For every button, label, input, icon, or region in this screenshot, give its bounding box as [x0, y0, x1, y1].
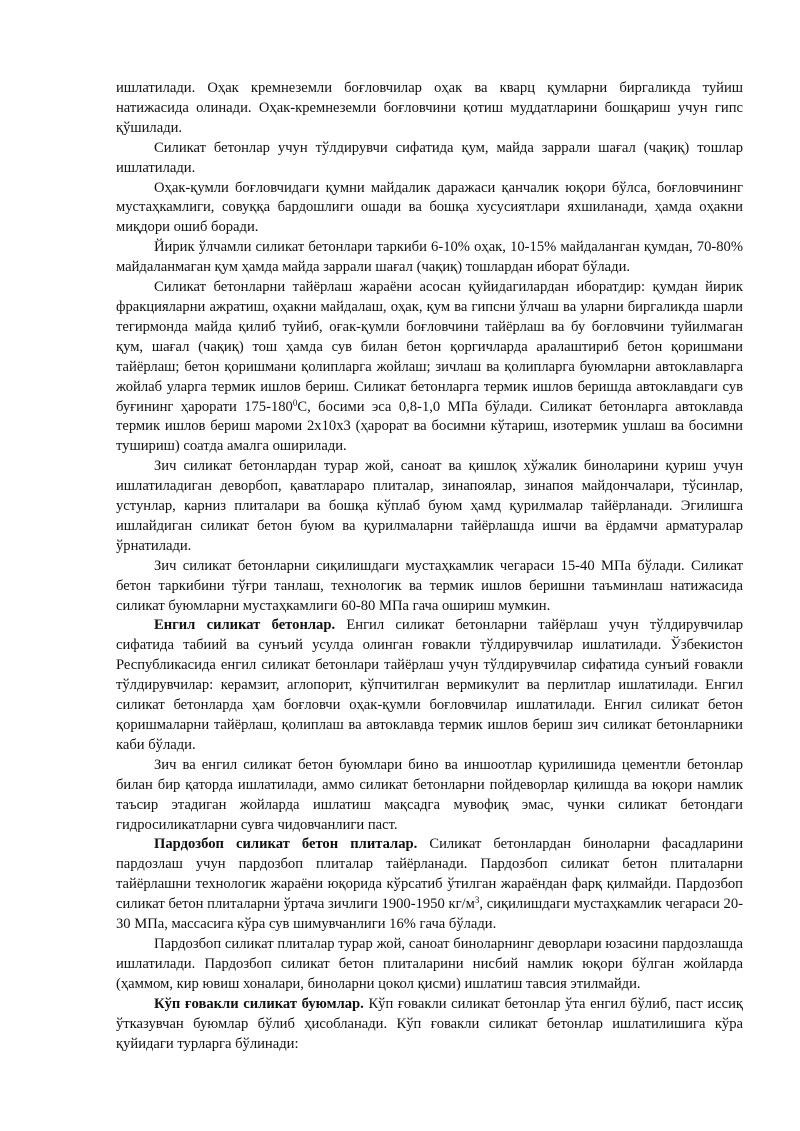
paragraph-text: Силикат бетонлардан биноларни фасадларини пардозлаш учун пардозбоп плиталар тайёрланади. Пардозбоп силикат бетон плиталарни тайёрлашни технологик жараёни юқорида кўрсатиб ўтилган жараёндан фарқ қилмайди. Пардозбоп силикат бетон плиталарни ўртача зичлиги 1900-1950 кг/м: [116, 836, 744, 913]
paragraph-p6: [116, 457, 743, 557]
paragraph-text: , сиқилишдаги мустаҳкамлик чегараси 20-30 МПа, массасига кўра сув шимувчанлиги 16% гача бўлади.: [116, 896, 743, 933]
paragraph-p8: [116, 616, 743, 755]
paragraph-text: Оҳак-қумли боғловчидаги қумни майдалик даражаси қанчалик юқори бўлса, боғловчининг мустаҳкамлиги, совуққа бардошлиги ошади ва бошқа хусусиятлари яхшиланади, ҳамда оҳакни миқдори ошиб боради.: [116, 179, 743, 236]
paragraph-p7: [116, 557, 743, 617]
paragraph-text: Силикат бетонларни тайёрлаш жараёни асосан қуйидагилардан иборатдир: қумдан йирик фракцияларни ажратиш, оҳакни майдалаш, оҳак, қум ва гипсни ўлчаш ва уларни биргаликда шарли тегирмонда майда қилиб туйиб, оғак-қумли боғловчини тайёрлаш ва бу боғловчини туйилмаган қум, шағал (чақиқ) тош ҳамда сув билан бетон қоргичларда аралаштириб бетон қоришмани тайёрлаш; бетон қоришмани қолипларга жойлаш; зичлаш ва қолипларга буюмларни автоклавларга жойлаб уларга термик ишлов бериш. Силикат бетонларга термик ишлов беришда автоклавдаги сув буғининг ҳарорати 175-180: [116, 279, 743, 415]
paragraph-text: Зич ва енгил силикат бетон буюмлари бино ва иншоотлар қурилишида цементли бетонлар билан бир қаторда ишлатилади, аммо силикат бетонларни пойдеворлар қилишда ва юқори намлик таъсир этадиган жойларда ишлатиш мақсадга мувофиқ эмас, чунки силикат бетондаги гидросиликатларни сувга чидовчанлиги паст.: [116, 756, 743, 833]
paragraph-p12: [116, 995, 743, 1055]
paragraph-p11: [116, 935, 743, 995]
paragraph-text: Силикат бетонлар учун тўлдирувчи сифатида қум, майда заррали шағал (чақиқ) тошлар ишлатилади.: [116, 139, 743, 176]
paragraph-p4: [116, 238, 743, 278]
document-page: [116, 79, 743, 1054]
paragraph-text: Зич силикат бетонларни сиқилишдаги мустаҳкамлик чегараси 15-40 МПа бўлади. Силикат бетон таркибини тўғри танлаш, технологик ва термик ишлов беришни таъминлаш натижасида силикат буюмларни мустаҳкамлиги 60-80 МПа гача ошириш мумкин.: [116, 557, 743, 614]
paragraph-p10: [116, 835, 743, 935]
paragraph-text: Зич силикат бетонлардан турар жой, саноат ва қишлоқ хўжалик биноларини қуриш учун ишлатиладиган деворбоп, қаватлараро плиталар, зинапоялар, зинапоя майдончалари, тўсинлар, устунлар, карниз плиталари ва бошқа кўплаб буюм ҳамд қурилмалар тайёрланади. Эгилишга ишлайдиган силикат бетон буюм ва қурилмаларни тайёрлашда ишчи ва ёрдамчи арматуралар ўрнатилади.: [116, 458, 743, 554]
paragraph-p3: [116, 179, 743, 239]
paragraph-text: С, босими эса 0,8-1,0 МПа бўлади. Силикат бетонларга автоклавда термик ишлов бериш мароми 2х10х3 (ҳарорат ва босимни кўтариш, изотермик ушлаш ва босимни тушириш) соатда амалга оширилади.: [116, 398, 743, 455]
section-heading: Енгил силикат бетонлар.: [154, 617, 336, 634]
paragraph-p5: [116, 278, 743, 457]
superscript: 3: [474, 895, 480, 906]
paragraph-text: ишлатилади. Оҳак кремнеземли боғловчилар оҳак ва кварц қумларни биргаликда туйиш натижасида олинади. Оҳак-кремнеземли боғловчини қотиш муддатларини бошқариш учун гипс қўшилади.: [116, 80, 743, 136]
section-heading: Кўп ғовакли силикат буюмлар.: [154, 995, 364, 1012]
paragraph-text: Йирик ўлчамли силикат бетонлари таркиби 6-10% оҳак, 10-15% майдаланган қумдан, 70-80% майдаланмаган қум ҳамда майда заррали шағал (чақиқ) тошлардан иборат бўлади.: [116, 239, 743, 276]
paragraph-p2: [116, 139, 743, 179]
paragraph-p1: [116, 79, 743, 139]
paragraph-p9: [116, 756, 743, 836]
section-heading: Пардозбоп силикат бетон плиталар.: [154, 836, 418, 853]
superscript: 0: [292, 397, 298, 408]
paragraph-text: Кўп ғовакли силикат бетонлар ўта енгил бўлиб, паст иссиқ ўтказувчан буюмлар бўлиб ҳисобланади. Кўп ғовакли силикат бетонлар ишлатилишига кўра қуйидаги турларга бўлинади:: [116, 995, 744, 1052]
paragraph-text: Пардозбоп силикат плиталар турар жой, саноат биноларнинг деворлари юзасини пардозлашда ишлатилади. Пардозбоп силикат бетон плиталарини нисбий намлик юқори бўлган жойларда (ҳаммом, кир ювиш хоналари, биноларни цокол қисми) ишлатиш тавсия этилмайди.: [116, 935, 743, 992]
paragraph-text: Енгил силикат бетонларни тайёрлаш учун тўлдирувчилар сифатида табиий ва сунъий усулда олинган ғовакли тўлдирувчилар ишлатилади. Ўзбекистон Республикасида енгил силикат бетонлари тайёрлаш учун тўлдирувчилар сифатида сунъий ғовакли тўлдирувчилар: керамзит, аглопорит, кўпчитилган вермикулит ва перлитлар ишлатилади. Енгил силикат бетонларда ҳам боғловчи оҳак-қумли боғловчилар ишлатилади. Енгил силикат бетон қоришмаларни тайёрлаш, қолиплаш ва автоклавда термик ишлов бериш зич силикат бетонларники каби бўлади.: [116, 617, 744, 753]
